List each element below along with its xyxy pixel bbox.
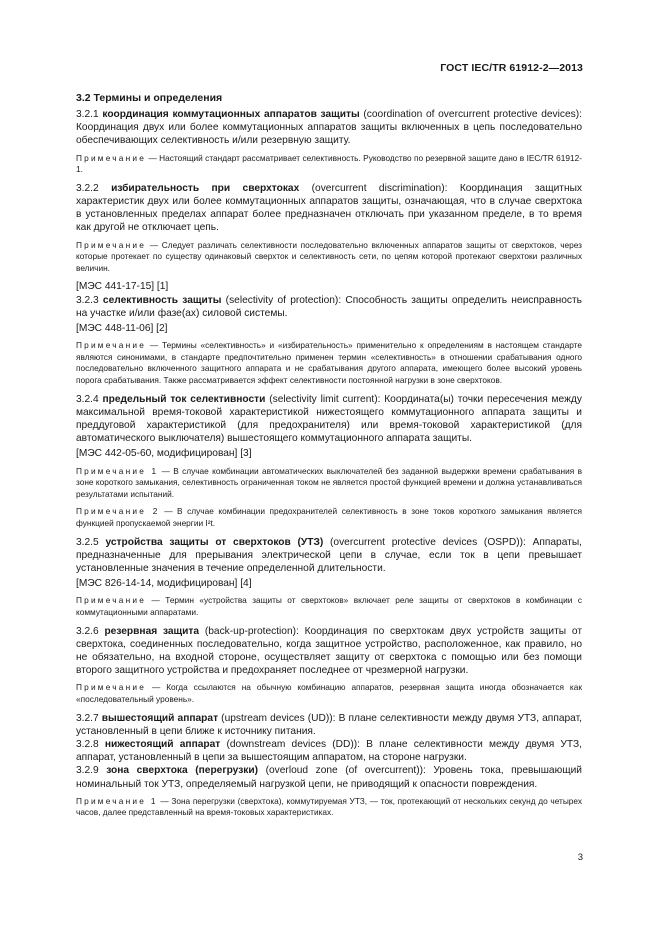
reference-3-2-4: [МЭС 442-05-60, модифицирован] [3] <box>76 448 252 460</box>
note-text: — Зона перегрузки (сверхтока), коммутируемая УТЗ, — ток, протекающий от нескольких секунд до четырех часов, далее представленный на время-токовых характеристиках. <box>76 795 582 818</box>
note-3-2-5 <box>76 595 582 618</box>
entry-term: избирательность при сверхтоках <box>111 182 300 194</box>
note-label: Примечание <box>76 239 147 250</box>
note-3-2-2 <box>76 240 582 275</box>
note-label: Примечание <box>76 340 147 351</box>
entry-text: (selectivity of protection): Способность защиты определить неисправность на участке и/или фазе(ах) силовой системы. <box>76 294 582 319</box>
entry-number: 3.2.8 <box>76 738 99 750</box>
note-label: Примечание 1 <box>76 465 159 476</box>
page-number: 3 <box>577 852 583 863</box>
entry-term: координация коммутационных аппаратов защиты <box>102 109 360 120</box>
definition-3-2-4 <box>76 393 582 446</box>
note-text: — Следует различать селективности последовательно включенных аппаратов защиты от сверхтоков, через которые протекает по существу одинаковый сверхток и селективность сети, по цепям которой протекают сверхтоки различных величин. <box>76 239 582 273</box>
document-header: ГОСТ IEC/TR 61912-2—2013 <box>440 62 583 74</box>
definition-3-2-8 <box>76 738 582 764</box>
entry-text: (selectivity limit current): Координата(ы) точки пересечения между максимальной время-токовой характеристикой нижестоящего коммутационного аппарата защиты и преддуговой характеристикой (для предохранителя) или время-токовой характеристикой (для автоматического выключателя) вышестоящего коммутационного аппарата защиты. <box>76 393 582 445</box>
entry-text: (back-up-protection): Координация по сверхтокам двух устройств защиты от сверхтока, соединенных последовательно, когда защитное устройство, расположенное, как правило, но не обязательно, на входной стороне, осуществляет защиту от сверхтока с помощью или без помощи второго защитного устройства и предохраняет последнее от чрезмерной нагрузки. <box>76 625 582 677</box>
definition-3-2-5 <box>76 536 582 576</box>
note-text: — В случае комбинации предохранителей селективность в зоне токов короткого замыкания является функцией пропускаемой энергии I²t. <box>76 506 583 528</box>
reference-3-2-2: [МЭС 441-17-15] [1] <box>76 281 169 293</box>
definition-3-2-9 <box>76 764 582 790</box>
reference-3-2-5: [МЭС 826-14-14, модифицирован] [4] <box>76 578 252 590</box>
note-label: Примечание <box>76 682 147 693</box>
note-label: Примечание 2 <box>76 506 160 517</box>
note-label: Примечание <box>76 595 147 606</box>
entry-number: 3.2.6 <box>76 625 99 637</box>
entry-term: селективность защиты <box>102 294 222 306</box>
note-3-2-6 <box>76 682 582 705</box>
entry-term: устройства защиты от сверхтоков (УТЗ) <box>105 536 324 548</box>
entry-number: 3.2.4 <box>76 393 99 405</box>
entry-text: (coordination of overcurrent protective devices): Координация двух или более коммутационных аппаратов защиты включенных в цепь последовательно обеспечивающих селективность и/или резервную защиту. <box>76 109 582 147</box>
reference-3-2-3: [МЭС 448-11-06] [2] <box>76 323 168 334</box>
definition-3-2-3 <box>76 294 582 320</box>
entry-term: нижестоящий аппарат <box>104 738 221 750</box>
note-text: — Термины «селективность» и «избирательность» применительно к определениям в настоящем стандарте являются синонимами, в стандарте предпочтительно применен термин «селективность» в отношении срабатывания одного последовательно включенного защитного аппарата и не срабатывания другого аппарата, имеющего более высокий уровень порога срабатывания. Также рассматривается эффект селективности постоянной нагрузки в зоне сверхтоков. <box>76 340 582 385</box>
entry-text: (overcurrent discrimination): Координация защитных характеристик двух или более коммутационных аппаратов защиты, означающая, что в случае сверхтока в установленных пределах аппарат более предназначен отключать при указанном пределе, в то время как другой не отключает цепь. <box>76 182 582 234</box>
entry-text: (upstream devices (UD)): В плане селективности между двумя УТЗ, аппарат, установленный в цепи ближе к источнику питания. <box>76 712 582 737</box>
note-3-2-3 <box>76 340 582 386</box>
note-label: Примечание <box>76 152 147 163</box>
entry-text: (overloud zone (of overcurrent)): Уровень тока, превышающий номинальный ток УТЗ, определяемый нагрузкой цепи, не приводящий к опасности повреждения. <box>76 765 582 790</box>
note-text: — Настоящий стандарт рассматривает селективность. Руководство по резервной защите дано в IEC/TR 61912-1. <box>76 152 583 175</box>
entry-term: вышестоящий аппарат <box>101 712 219 724</box>
entry-number: 3.2.7 <box>76 712 99 724</box>
entry-number: 3.2.1 <box>76 109 99 120</box>
entry-term: предельный ток селективности <box>102 393 266 405</box>
entry-term: зона сверхтока (перегрузки) <box>106 765 259 777</box>
section-title: 3.2 Термины и определения <box>76 92 223 104</box>
definition-3-2-1 <box>76 108 582 148</box>
entry-term: резервная защита <box>104 625 200 637</box>
note-text: — Термин «устройства защиты от сверхтоков» включает реле защиты от сверхтоков в комбинации с коммутационными аппаратами. <box>76 595 582 617</box>
entry-text: (overcurrent protective devices (OSPD)): Аппараты, предназначенные для прерывания электрической цепи в случае, если ток в цепи превышает установленные значения в течение определенной длительности. <box>76 536 582 574</box>
content-area <box>76 92 582 825</box>
note-text: — Когда ссылаются на обычную комбинацию аппаратов, резервная защита иногда обозначается как «последовательный уровень». <box>76 682 582 704</box>
entry-number: 3.2.5 <box>76 536 99 548</box>
note-label: Примечание 1 <box>76 795 158 806</box>
note-3-2-4-1 <box>76 466 582 501</box>
entry-number: 3.2.9 <box>76 765 99 777</box>
entry-number: 3.2.2 <box>76 182 99 194</box>
note-text: — В случае комбинации автоматических выключателей без заданной выдержки времени срабатывания в зоне короткого замыкания, селективность ограниченная током не является простой функцией времени и должна устанавливаться результатами испытаний. <box>76 465 582 499</box>
note-3-2-4-2 <box>76 506 582 529</box>
definition-3-2-2 <box>76 182 582 235</box>
definition-3-2-6 <box>76 625 582 678</box>
note-3-2-1 <box>76 153 582 176</box>
entry-text: (downstream devices (DD)): В плане селективности между двумя УТЗ, аппарат, установленный в цепи за вышестоящим аппаратом, на стороне нагрузки. <box>76 738 582 764</box>
entry-number: 3.2.3 <box>76 294 99 306</box>
definition-3-2-7 <box>76 712 582 738</box>
note-3-2-9-1 <box>76 796 582 819</box>
